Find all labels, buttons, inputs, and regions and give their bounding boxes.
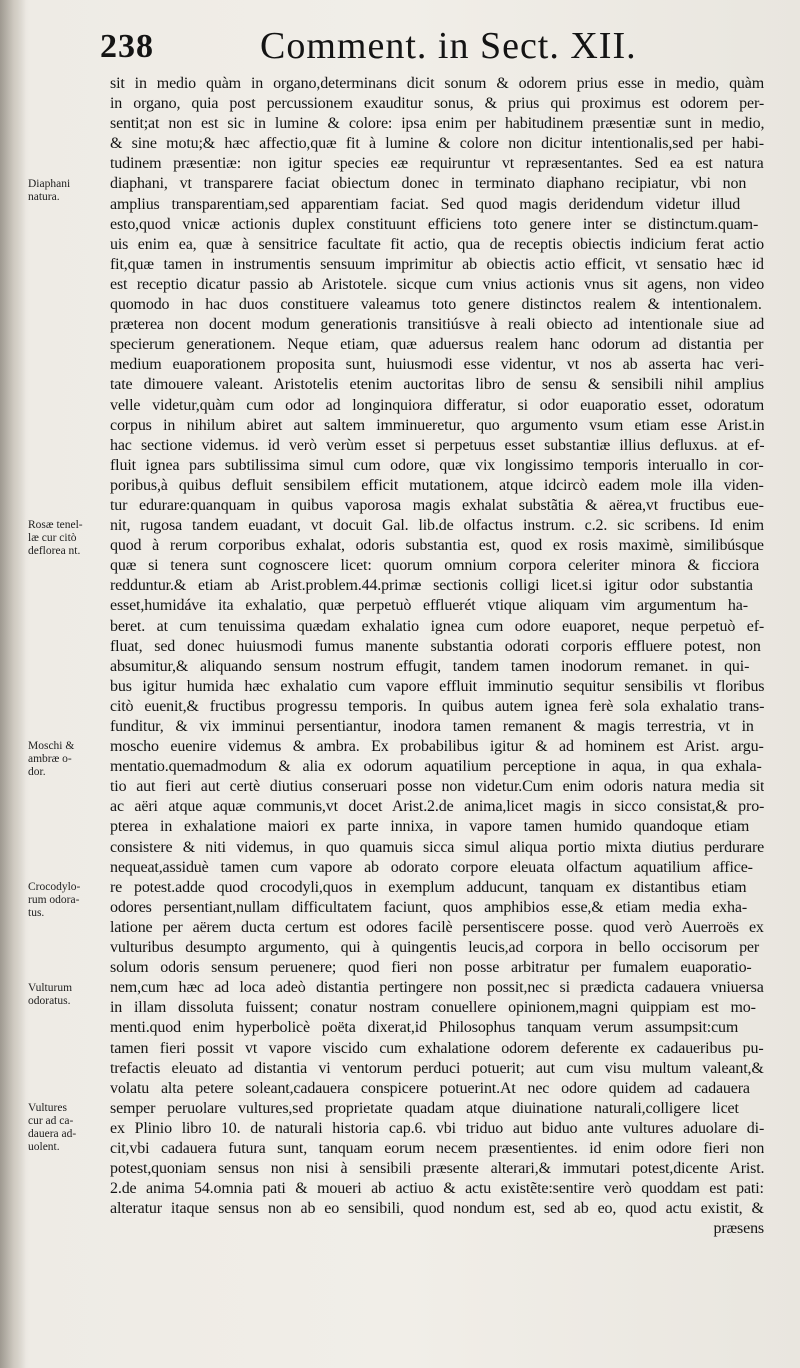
text-line: præsens <box>713 1220 764 1238</box>
text-line: velle videtur,quàm cum odor ad longinquiora differatur, si odor euaporatio esset, odoratum <box>110 396 764 414</box>
margin-note-line: Crocodylo- <box>28 881 81 893</box>
text-line: redduntur.& etiam ab Arist.problem.44.primæ sectionis colligi licet.si igitur odor substantia <box>110 577 753 595</box>
text-line: corpus in nihilum abiret aut saltem imminueretur, quo argumento vsum etiam esse Arist.in <box>110 416 764 434</box>
text-line: medium euaporationem proposita sunt, huiusmodi esse videntur, vt nos ab asserta hac veri- <box>110 356 764 374</box>
margin-note-line: Diaphani <box>28 177 71 190</box>
text-line: alteratur itaque sensus non ab eo sensibili, quod nondum est, sed ab eo, quod actu existit, & <box>110 1200 764 1218</box>
text-line: absumitur,& aliquando sensum nostrum effugit, tandem tamen inodorum remanet. in qui- <box>110 657 750 675</box>
text-line: tate dimouere valeant. Aristotelis etenim auctoritas libro de sensu & sensibili nihil amplius <box>110 376 764 394</box>
text-line: tur edurare:quanquam in quibus vaporosa magis exhalat substãtia & aërea,vt fructibus eue- <box>110 496 764 514</box>
margin-note-line: dor. <box>28 766 46 779</box>
text-line: volatu alta petere soleant,cadauera conspicere potuerint.At nec odore quidem ad cadauera <box>110 1079 750 1097</box>
text-line: semper peruolare vultures,sed proprietate quadam atque diuinatione naturali,colligere licet <box>110 1099 739 1117</box>
text-line: tio aut fieri aut certè diutius conseruari posse non videtur.Cum enim odoris natura media sit <box>110 778 764 796</box>
text-line: specierum generationem. Neque etiam, quæ aduersus realem hanc odorum ad distantia per <box>110 336 764 354</box>
text-line: moscho euenire videmus & ambra. Ex probabilibus igitur & ad hominem est Arist. argu- <box>110 738 764 756</box>
text-line: hac sectione videmus. id verò verùm esset si perpetuus esset substantiæ illius defluxus. at ef- <box>110 436 764 454</box>
margin-note-line: Rosæ tenel- <box>28 519 83 532</box>
margin-note-line: uolent. <box>28 1141 60 1154</box>
text-line: quæ si tenera sunt cognoscere licet: quorum omnium corpora celeriter minora & ficciora <box>110 557 760 575</box>
text-line: esto,quod vnicæ actionis duplex constituunt efficiens toto genere inter se distinctum.quam- <box>110 215 759 233</box>
margin-note-line: Moschi & <box>28 740 75 753</box>
text-line: mentatio.quemadmodum & alia ex odorum aquatilium perceptione in aqua, in qua exhala- <box>110 758 762 776</box>
margin-note-line: cur ad ca- <box>28 1115 74 1128</box>
text-line: & sine motu;& hæc affectio,quæ fit à lumine & colore non dicitur intentionalis,sed per habi- <box>110 135 764 153</box>
margin-note-line: deflorea nt. <box>28 545 81 558</box>
text-line: uis enim ea, quæ à sensitrice facultate fit actio, qua de receptis obiectis indicium ferat actio <box>110 235 764 253</box>
text-line: nequeat,assiduè tamen cum vapore ab odorato corpore eleuata olfactum aquatilium affice- <box>110 858 753 876</box>
text-line: ac aëri atque aquæ communis,vt docet Arist.2.de anima,licet magis in sicco consistat,& pro- <box>110 798 764 816</box>
text-line: funditur, & vix imminui persentiantur, inodora tamen remanent & magis terrestria, vt in <box>110 718 754 735</box>
margin-note <box>28 740 104 779</box>
main-text-block <box>110 74 764 1239</box>
text-line: solum odoris sensum peruenere; quod fieri non posse arbitratur per fumalem euaporatio- <box>110 959 752 977</box>
text-line: vulturibus desumpto argumento, qui à quingentis leucis,ad corpora in bello occisorum per <box>110 939 760 957</box>
text-line: quomodo in hac duos constituere valeamus toto genere distinctos realem & intentionalem. <box>110 296 762 314</box>
text-line: poribus,à quibus defluit sensibilem efficit mutationem, atque idcircò eadem mole illa viden- <box>110 476 764 494</box>
text-line: nem,cum hæc ad loca adeò distantia pertingere non possit,nec si prædicta cadauera vniuersa <box>110 979 764 997</box>
page-number: 238 <box>100 28 154 65</box>
text-line: fluit ignea pars subtilissima simul cum odore, quæ vix longissimo temporis interuallo in cor- <box>110 456 764 474</box>
margin-note-line: natura. <box>28 190 60 203</box>
binding-gutter <box>0 0 26 1368</box>
margin-note-line: Vultures <box>28 1102 67 1115</box>
margin-note-line: læ cur citò <box>28 532 77 545</box>
margin-note-line: tus. <box>28 907 45 919</box>
text-line: re potest.adde quod crocodyli,quos in exemplum adducunt, tanquam ex distantibus etiam <box>110 878 747 896</box>
text-line: latione per aërem ducta certum est odores facilè persentiscere posse. quod verò Auerroës ex <box>110 918 764 936</box>
text-line: in organo, quia post percussionem exauditur sonus, & prius qui proximus est odorem per- <box>110 95 764 113</box>
text-line: in illam dissoluta fuissent; conatur nostram conuellere opinionem,magni quippiam est mo- <box>110 999 756 1017</box>
text-line: 2.de anima 54.omnia pati & moueri ab actiuo & actu existẽte:sentire verò quoddam est pati: <box>110 1180 764 1198</box>
margin-note <box>28 881 104 920</box>
page-header <box>100 18 760 78</box>
text-line: fit,quæ tamen in instrumentis sensuum imprimitur ab obiectis actio efficit, vt sensatio hæc id <box>110 255 764 273</box>
text-line: trefactis eleuato ad distantia vi ventorum perduci potuerit; aut cum visu multum valeant,& <box>110 1059 764 1077</box>
text-line: tudinem præsentiæ: non igitur species eæ requiruntur vt repræsentantes. Sed ea est natura <box>110 155 764 173</box>
text-line: esset,humidáve ita exhalatio, quæ perpetuò effluerét vtique aliquam vim argumentum ha- <box>110 597 748 615</box>
text-line: præterea non docent modum generationis transitiúsve à reali obiecto ad intentionale siue ad <box>110 316 764 334</box>
running-title: Comment. in Sect. XII. <box>260 25 637 67</box>
margin-note <box>28 1102 104 1154</box>
text-line: citò euenit,& fructibus progressu temporis. In quibus autem ignea ferè sola exhalatio trans- <box>110 697 764 715</box>
text-line: quod à rerum corporibus exhalat, odoris substantia est, quod ex rosis maximè, similibúsque <box>110 537 764 555</box>
text-line: sit in medio quàm in organo,determinans dicit sonum & odorem prius esse in medio, quàm <box>110 75 764 92</box>
text-line: potest,quoniam sensus non nisi à sensibili præsente alterari,& immutari potest,dicente Arist. <box>110 1160 764 1178</box>
text-line: amplius transparentiam,sed apparentiam faciat. Sed quod magis deridendum videtur illud <box>110 195 741 213</box>
text-line: pterea in exhalatione maiori ex parte innixa, in vapore tamen humido quandoque etiam <box>110 818 750 836</box>
text-line: fluat, sed donec huiusmodi fumus manente substantia odorati corporis effluere potest, non <box>110 637 761 655</box>
text-line: est receptio dicatur passio ab Aristotele. sicque cum vnius actionis vnus sit agens, non video <box>110 275 764 293</box>
margin-note <box>28 178 104 204</box>
margin-note <box>28 982 104 1008</box>
margin-note-line: dauera ad- <box>28 1128 77 1141</box>
text-line: tamen fieri possit vt vapore viscido cum exhalatione odorem deferente ex cadaueribus pu- <box>110 1039 764 1057</box>
text-line: cit,vbi cadauera futura sunt, tanquam eorum necem præsentientes. id enim odore fieri non <box>110 1139 764 1157</box>
margin-note-line: rum odora- <box>28 894 80 906</box>
text-line: consistere & niti videmus, in quo quamuis sicca simul aliqua portio mixta diutius perdurare <box>110 838 764 856</box>
text-line: ex Plinio libro 10. de naturali historia cap.6. vbi triduo aut biduo ante vultures aduolare di- <box>110 1119 764 1137</box>
margin-note <box>28 519 104 558</box>
text-line: nit, rugosa tandem euadant, vt docuit Gal. lib.de olfactus instrum. c.2. sic scribens. Id enim <box>110 517 764 535</box>
text-line: menti.quod enim hyperbolicè poëta dixerat,id Philosophus tanquam verum assumpsit:cum <box>110 1019 739 1037</box>
margin-note-line: ambræ o- <box>28 753 72 766</box>
text-line: diaphani, vt transparere faciat obiectum donec in terminato diaphano recipiatur, vbi non <box>110 175 747 193</box>
text-line: bus igitur humida hæc exhalatio cum vapore effluit imminutio sequitur sensibilis vt floribus <box>110 677 764 695</box>
margin-note-line: odoratus. <box>28 994 71 1007</box>
text-line: odores persentiant,nullam difficultatem faciunt, quos amphibios esse,& etiam media exha- <box>110 898 748 916</box>
text-line: sentit;at non est sic in lumine & colore: ipsa enim per habitudinem præsentiæ sunt in medio, <box>110 115 764 133</box>
text-line: beret. at cum tenuissima quædam exhalatio ignea cum odore euaporet, neque perpetuò ef- <box>110 617 764 635</box>
margin-note-line: Vulturum <box>28 981 73 994</box>
